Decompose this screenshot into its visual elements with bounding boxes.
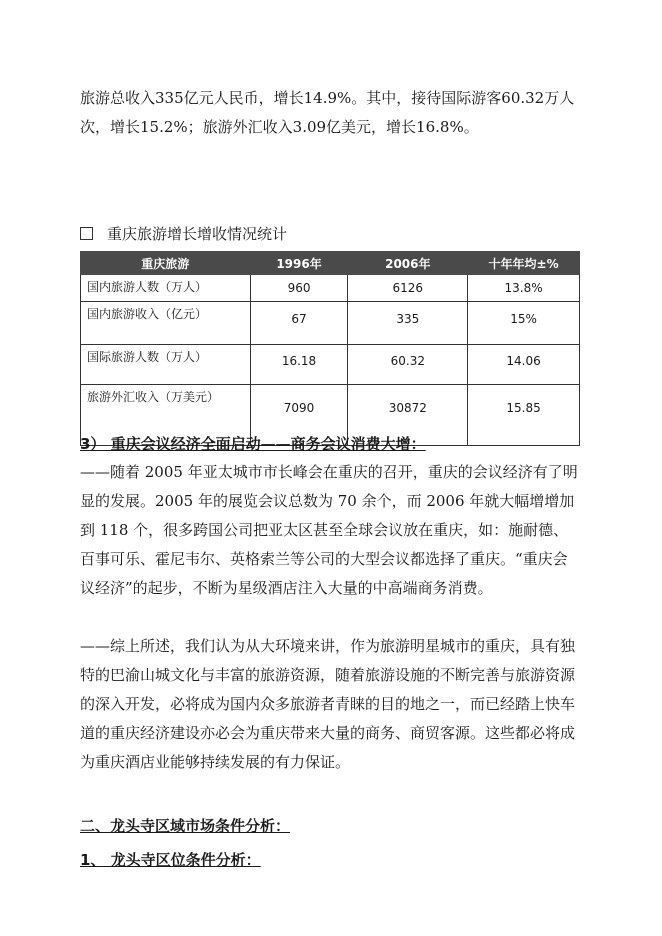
cell-avg: 14.06	[468, 345, 580, 385]
cell-1996: 7090	[250, 385, 348, 446]
tourism-stats-table	[80, 251, 580, 446]
section2-heading: 二、龙头寺区域市场条件分析：	[80, 817, 291, 835]
table-header-row	[81, 252, 580, 275]
cell-2006: 30872	[348, 385, 468, 446]
header-cell: 1996年	[250, 252, 348, 275]
table-row	[81, 275, 580, 302]
section3-paragraph-2: ——综上所述，我们认为从大环境来讲，作为旅游明星城市的重庆，具有独特的巴渝山城文化与丰富的旅游资源，随着旅游设施的不断完善与旅游资源的深入开发，必将成为国内众多旅游者青睐的目的地之一，而已经踏上快车道的重庆经济建设亦必会为重庆带来大量的商务、商贸客源。这些都必将成为重庆酒店业能够持续发展的有力保证。	[80, 637, 576, 771]
cell-1996: 16.18	[250, 345, 348, 385]
checkbox-icon	[80, 227, 93, 240]
cell-avg: 15%	[468, 302, 580, 345]
cell-avg: 13.8%	[468, 275, 580, 302]
header-cell: 重庆旅游	[81, 252, 251, 275]
row-label: 国内旅游收入（亿元）	[81, 302, 251, 345]
cell-2006: 335	[348, 302, 468, 345]
cell-2006: 6126	[348, 275, 468, 302]
cell-avg: 15.85	[468, 385, 580, 446]
row-label: 旅游外汇收入（万美元）	[81, 385, 251, 446]
section2-subheading: 1、 龙头寺区位条件分析：	[80, 851, 261, 869]
cell-1996: 67	[250, 302, 348, 345]
section3-paragraph-1: ——随着 2005 年亚太城市市长峰会在重庆的召开，重庆的会议经济有了明显的发展。2005 年的展览会议总数为 70 余个，而 2006 年就大幅增增加到 118 个，很多跨国公司把亚太区甚至全球会议放在重庆，如：施耐德、百事可乐、霍尼韦尔、英格索兰等公司的大型会议都选择了重庆。“重庆会议经济”的起步，不断为星级酒店注入大量的中高端商务消费。	[80, 463, 578, 597]
row-label: 国际旅游人数（万人）	[81, 345, 251, 385]
table-title-text: 重庆旅游增长增收情况统计	[107, 225, 288, 243]
cell-1996: 960	[250, 275, 348, 302]
header-cell: 2006年	[348, 252, 468, 275]
header-cell: 十年年均±%	[468, 252, 580, 275]
section3-heading: 3） 重庆会议经济全面启动——商务会议消费大增：	[80, 435, 426, 453]
table-row	[81, 302, 580, 345]
intro-paragraph: 旅游总收入335亿元人民币，增长14.9%。其中，接待国际游客60.32万人次，增长15.2%；旅游外汇收入3.09亿美元，增长16.8%。	[80, 89, 575, 136]
row-label: 国内旅游人数（万人）	[81, 275, 251, 302]
table-row	[81, 345, 580, 385]
table-title	[80, 222, 287, 246]
cell-2006: 60.32	[348, 345, 468, 385]
